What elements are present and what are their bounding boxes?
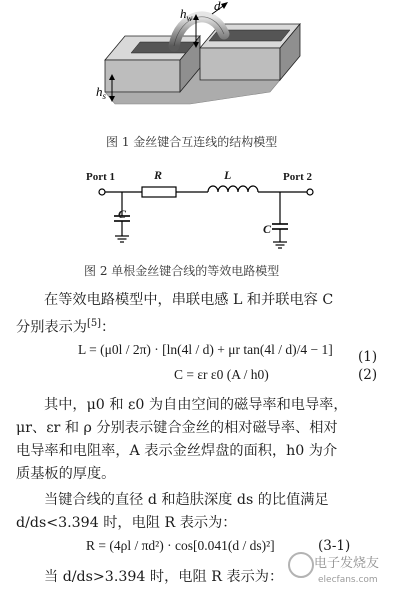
paragraph3-line1: 当键合线的直径 d 和趋肤深度 ds 的比值满足 (44, 492, 329, 508)
equation-2: C = εr ε0 (A / h0) (174, 367, 269, 382)
port1-terminal (99, 189, 105, 195)
paragraph4-line1: 当 d/ds>3.394 时，电阻 R 表示为： (44, 569, 284, 585)
paragraph2-line4: 质基板的厚度。 (16, 466, 116, 482)
figure2-caption: 图 2 单根金丝键合线的等效电路模型 (84, 264, 280, 278)
equation-1-number: (1) (358, 349, 378, 365)
paragraph2-line1: 其中，μ0 和 ε0 为自由空间的磁导率和电导率， (44, 397, 348, 413)
left-substrate-front (105, 60, 180, 92)
paragraph3-line2: d/ds<3.394 时，电阻 R 表示为： (16, 515, 237, 531)
d-label: d (214, 0, 221, 13)
bond-wire-structure-figure (96, 0, 310, 118)
equation-1: L = (μ0l / 2π) · [ln(4l / d) + μr tan(4l / d)/4 − 1] (78, 342, 333, 357)
watermark-logo (288, 552, 314, 578)
figure1-caption: 图 1 金丝键合互连线的结构模型 (106, 135, 278, 149)
left-microstrip (131, 42, 195, 53)
port2-label: Port 2 (283, 171, 313, 183)
paragraph2-line2: μr、εr 和 ρ 分别表示键合金丝的相对磁导率、相对 (16, 420, 338, 436)
inductor-label: L (224, 168, 232, 182)
watermark-subtext: elecfans.com (318, 575, 378, 585)
capacitor2-label: C (263, 222, 272, 236)
resistor-label: R (154, 168, 163, 182)
paragraph1-line1: 在等效电路模型中，串联电感 L 和并联电容 C (44, 292, 334, 308)
citation-ref: [5] (86, 318, 102, 329)
resistor-R (142, 187, 176, 197)
equation-3-number: (3-1) (318, 538, 351, 554)
equation-2-number: (2) (358, 367, 378, 383)
hw-label: $h_w$ (180, 6, 193, 23)
right-substrate-front (200, 48, 280, 80)
paragraph1-line2: 分别表示为[5]： (16, 318, 116, 336)
watermark-text: 电子发烧友 (314, 556, 380, 571)
port2-terminal (307, 189, 313, 195)
hs-label: $h_s$ (96, 84, 107, 101)
capacitor1-label: C (118, 207, 127, 221)
port1-label: Port 1 (86, 171, 116, 183)
equation-3: R = (4ρl / πd²) · cos[0.041(d / ds)²] (86, 538, 275, 553)
paragraph2-line3: 电导率和电阻率，A 表示金丝焊盘的面积，h0 为介 (16, 443, 338, 459)
inductor-L (208, 186, 258, 192)
